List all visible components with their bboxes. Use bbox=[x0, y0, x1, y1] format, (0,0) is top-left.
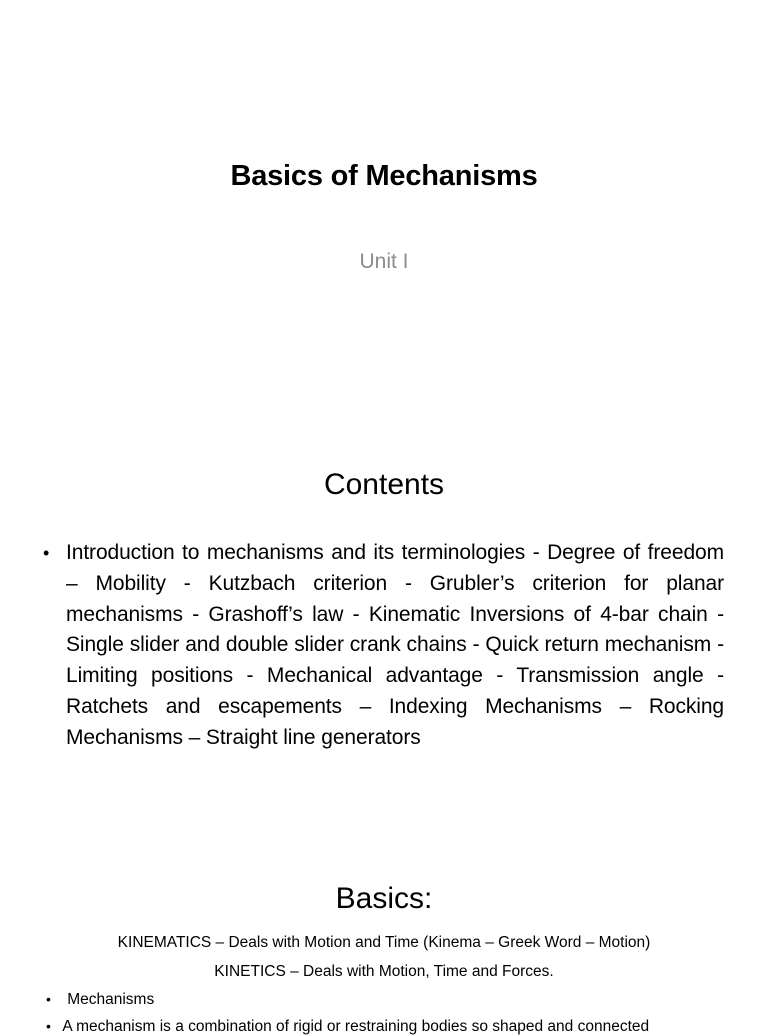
title-slide bbox=[0, 0, 768, 408]
presentation-title: Basics of Mechanisms bbox=[230, 160, 538, 192]
kinetics-definition: KINETICS – Deals with Motion, Time and Forces. bbox=[214, 963, 554, 980]
contents-bullet-text: Introduction to mechanisms and its terminologies - Degree of freedom – Mobility - Kutzbach criterion - Grubler’s criterion for planar mechanisms - Grashoff’s law - Kinematic Inversions of 4-bar chain - Single slider and double slider crank chains - Quick return mechanism - Limiting positions - Mechanical advantage - Transmission angle - Ratchets and escapements – Indexing Mechanisms – Rocking Mechanisms – Straight line generators bbox=[66, 541, 724, 749]
basics-title: Basics: bbox=[335, 882, 433, 915]
contents-slide bbox=[0, 408, 768, 838]
mechanisms-bullet-text: Mechanisms bbox=[67, 991, 155, 1008]
contents-bullet-list bbox=[43, 538, 724, 754]
bullet-icon: • bbox=[46, 1018, 51, 1034]
mechanisms-bullet bbox=[46, 991, 154, 1009]
kinematics-definition: KINEMATICS – Deals with Motion and Time (Kinema – Greek Word – Motion) bbox=[117, 934, 651, 951]
mechanism-definition-text: A mechanism is a combination of rigid or restraining bodies so shaped and connected bbox=[62, 1018, 650, 1035]
bullet-icon: • bbox=[43, 543, 50, 563]
mechanism-definition-partial bbox=[46, 1018, 726, 1036]
basics-slide bbox=[0, 838, 768, 1035]
contents-bullet-item bbox=[43, 538, 724, 754]
bullet-icon: • bbox=[46, 991, 51, 1007]
contents-title: Contents bbox=[323, 468, 445, 501]
presentation-subtitle: Unit I bbox=[359, 250, 409, 273]
